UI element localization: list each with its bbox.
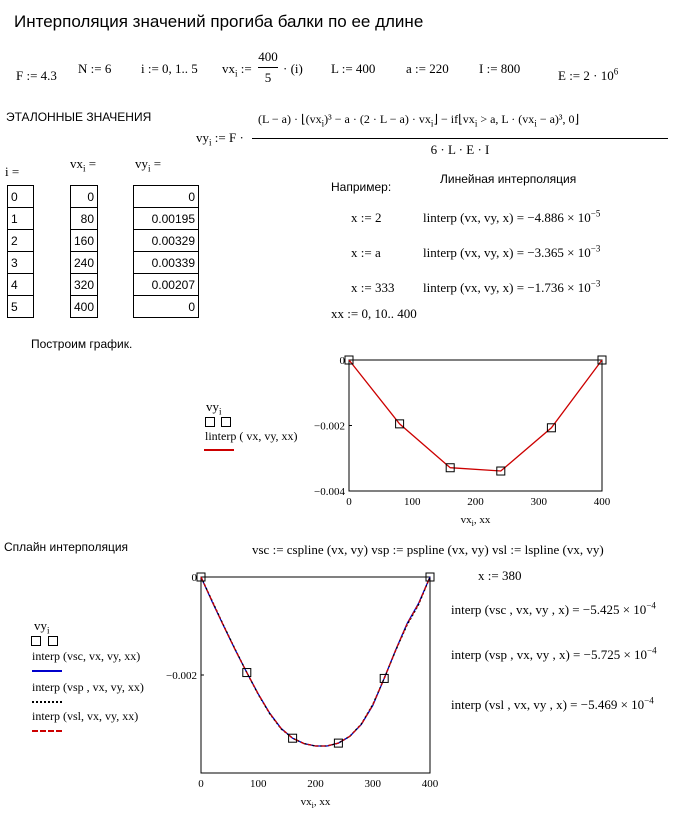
num-part-4: > a, L · (vx	[477, 112, 535, 126]
example-expr-2: linterp (vx, vy, x) = −3.365 × 10	[423, 245, 591, 260]
example-result-2	[423, 245, 600, 261]
table-vx	[70, 185, 98, 318]
spline-x[interactable]: x := 380	[478, 568, 522, 583]
example-xx[interactable]: xx := 0, 10.. 400	[331, 306, 417, 321]
spline-exp-1: −4	[646, 600, 656, 611]
spline-exp-3: −4	[644, 695, 654, 706]
legend2-line-1	[32, 670, 62, 672]
vx-fraction-line	[258, 67, 278, 68]
param-a[interactable]: a := 220	[406, 61, 449, 76]
param-i[interactable]: i := 0, 1.. 5	[141, 61, 198, 76]
table-i	[7, 185, 34, 318]
table-row	[134, 208, 199, 230]
table-header-i: i =	[5, 164, 20, 179]
vy-cell[interactable]: 0.00195	[134, 208, 199, 230]
vx-cell[interactable]: 0	[71, 186, 98, 208]
formula-lhs[interactable]: $vy_i$ := F ·	[196, 130, 244, 148]
example-result-3	[423, 280, 600, 296]
chart-linear[interactable]	[300, 350, 620, 535]
table-row	[8, 274, 34, 296]
y-tick-label: −0.002	[166, 670, 197, 682]
num-part-5: − a)³, 0⌋	[536, 112, 580, 126]
example-expr-1: linterp (vx, vy, x) = −4.886 × 10	[423, 210, 591, 225]
vx-cell[interactable]: 320	[71, 274, 98, 296]
table-header-vy: $vy_i$ =	[135, 156, 162, 174]
num-part-2: )³ − a · (2 · L − a) · vx	[324, 112, 431, 126]
table-row	[134, 186, 199, 208]
i-cell[interactable]: 2	[8, 230, 34, 252]
num-part-3: ⌋ − if⌊vx	[433, 112, 475, 126]
spline-result-1	[451, 602, 656, 618]
example-result-1	[423, 210, 600, 226]
table-row	[71, 296, 98, 318]
param-moment-i[interactable]: I := 800	[479, 61, 521, 76]
vx-cell[interactable]: 80	[71, 208, 98, 230]
vy-header-text: vy	[135, 156, 148, 171]
series-line	[201, 577, 430, 746]
spline-defs[interactable]: vsc := cspline (vx, vy) vsp := pspline (vx, vy) vsl := lspline (vx, vy)	[252, 542, 604, 557]
series-line	[201, 577, 430, 746]
table-row	[8, 208, 34, 230]
formula-numerator: $(L - a) \cdot ⌊(vx_i)^3 - a \cdot (2 \cdot L - a)$ · $vx_i⌋$ − $if⌊vx_i > a$, $L \cdot (vx_i - a)^3$, 0⌋	[258, 112, 580, 129]
y-tick-label: −0.002	[314, 420, 345, 433]
vx-cell[interactable]: 240	[71, 252, 98, 274]
legend2-item-2: interp (vsp , vx, vy, xx)	[32, 680, 144, 694]
legend1-vy: $vy_i$	[206, 399, 222, 417]
legend2-marker-2	[48, 636, 58, 646]
reference-label: ЭТАЛОННЫЕ ЗНАЧЕНИЯ	[6, 110, 152, 124]
series-line	[349, 360, 602, 471]
page-title: Интерполяция значений прогиба балки по ее длине	[14, 12, 424, 31]
x-tick-label: 300	[364, 778, 381, 790]
param-e[interactable]	[558, 68, 618, 84]
x-tick-label: 400	[593, 496, 611, 508]
vx-header-text: vx	[70, 156, 83, 171]
spline-result-3	[451, 697, 654, 713]
example-exp-1: −5	[590, 208, 601, 219]
spline-result-2	[451, 647, 657, 663]
x-tick-label: 100	[250, 778, 267, 790]
table-row	[134, 230, 199, 252]
x-tick-label: 200	[307, 778, 324, 790]
vx-cell[interactable]: 160	[71, 230, 98, 252]
legend2-marker-1	[31, 636, 41, 646]
formula-fraction-line	[252, 138, 668, 139]
table-row	[71, 186, 98, 208]
table-header-vx: $vx_i$ =	[70, 156, 97, 174]
x-axis-label: $vx_i$, xx	[300, 796, 331, 810]
vx-numerator: 400	[258, 49, 278, 64]
e-exponent: 6	[613, 66, 619, 77]
x-tick-label: 100	[404, 496, 421, 508]
vx-denominator: 5	[264, 70, 272, 85]
table-row	[8, 186, 34, 208]
legend1-linterp: linterp ( vx, vy, xx)	[205, 429, 298, 443]
x-tick-label: 200	[467, 496, 484, 508]
vx-lhs: vx	[222, 61, 235, 76]
x-tick-label: 0	[198, 778, 204, 790]
example-x-1[interactable]: x := 2	[351, 210, 382, 225]
spline-expr-2: interp (vsp , vx, vy , x) = −5.725 × 10	[451, 647, 648, 662]
i-cell[interactable]: 1	[8, 208, 34, 230]
linear-label: Линейная интерполяция	[440, 172, 577, 186]
vx-tail: · (i)	[283, 61, 303, 76]
x-tick-label: 400	[421, 778, 439, 790]
table-row	[71, 230, 98, 252]
y-tick-label: −0.004	[314, 486, 345, 498]
legend2-item-3: interp (vsl, vx, vy, xx)	[32, 709, 139, 723]
table-row	[8, 252, 34, 274]
legend2-vy: $vy_i$	[34, 618, 50, 636]
param-n[interactable]: N := 6	[78, 61, 112, 76]
table-row	[134, 296, 199, 318]
num-part-1: (L − a) · ⌊(vx	[258, 112, 322, 126]
i-cell[interactable]: 0	[8, 186, 34, 208]
example-x-3[interactable]: x := 333	[351, 280, 395, 295]
table-vy	[133, 185, 199, 318]
vx-cell[interactable]: 400	[71, 296, 98, 318]
i-cell[interactable]: 3	[8, 252, 34, 274]
spline-expr-3: interp (vsl , vx, vy , x) = −5.469 × 10	[451, 697, 645, 712]
formula-denominator: 6 · L · E · I	[430, 142, 490, 157]
legend2-item-1: interp (vsc, vx, vy, xx)	[32, 649, 141, 663]
param-f[interactable]: F := 4.3	[16, 68, 57, 83]
spline-label: Сплайн интерполяция	[4, 540, 129, 554]
legend1-vy-text: vy	[206, 399, 219, 414]
formula-lhs-var: vy	[196, 130, 209, 145]
example-exp-2: −3	[590, 243, 601, 254]
table-row	[8, 296, 34, 318]
legend2-line-3	[32, 730, 62, 732]
x-axis-label: $vx_i$, xx	[460, 514, 491, 528]
e-base: E := 2 · 10	[558, 68, 614, 83]
example-expr-3: linterp (vx, vy, x) = −1.736 × 10	[423, 280, 591, 295]
plot-frame	[201, 577, 430, 773]
series-line	[201, 577, 430, 746]
plot-frame	[349, 360, 602, 491]
legend1-line	[204, 449, 234, 451]
table-row	[71, 252, 98, 274]
vy-cell[interactable]: 0.00329	[134, 230, 199, 252]
table-row	[71, 208, 98, 230]
chart-spline[interactable]	[150, 570, 450, 815]
spline-expr-1: interp (vsc , vx, vy , x) = −5.425 × 10	[451, 602, 647, 617]
x-tick-label: 300	[530, 496, 547, 508]
i-cell[interactable]: 4	[8, 274, 34, 296]
vy-cell[interactable]: 0.00207	[134, 274, 199, 296]
example-x-2[interactable]: x := a	[351, 245, 381, 260]
param-vx[interactable]: $vx_i$ :=	[222, 61, 252, 79]
legend2-vy-text: vy	[34, 618, 47, 633]
table-row	[8, 230, 34, 252]
legend2-line-2	[32, 701, 62, 703]
table-row	[134, 274, 199, 296]
param-l[interactable]: L := 400	[331, 61, 376, 76]
table-row	[71, 274, 98, 296]
legend1-marker-1	[205, 417, 215, 427]
y-tick-label: 0	[191, 572, 197, 584]
vy-cell[interactable]: 0	[134, 296, 199, 318]
plot-label: Построим график.	[31, 337, 133, 351]
vy-cell[interactable]: 0.00339	[134, 252, 199, 274]
legend1-marker-2	[221, 417, 231, 427]
x-tick-label: 0	[346, 496, 352, 508]
table-row	[134, 252, 199, 274]
y-tick-label: 0	[339, 355, 345, 367]
formula-eq: := F ·	[214, 130, 244, 145]
example-exp-3: −3	[590, 278, 601, 289]
vy-cell[interactable]: 0	[134, 186, 199, 208]
spline-exp-2: −4	[647, 645, 657, 656]
example-label: Например:	[331, 180, 392, 194]
i-cell[interactable]: 5	[8, 296, 34, 318]
